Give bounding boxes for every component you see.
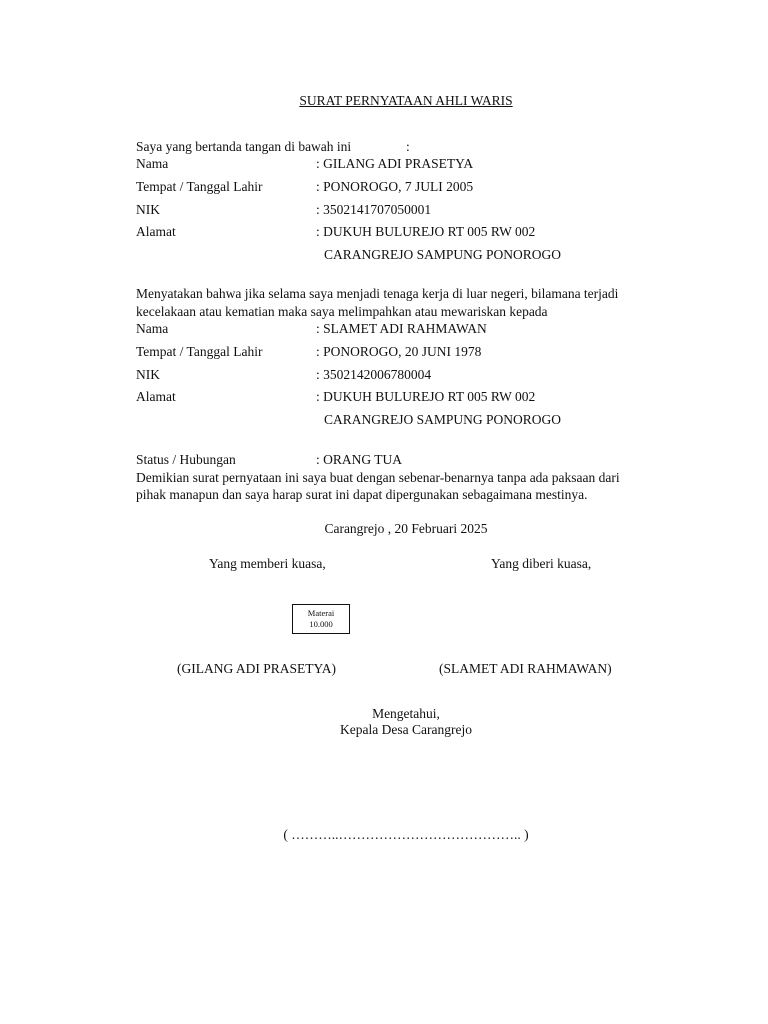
- label-alamat-2: Alamat: [136, 389, 176, 404]
- value-status: : ORANG TUA: [316, 452, 403, 467]
- statement-line-1: Menyatakan bahwa jika selama saya menjadi tenaga kerja di luar negeri, bilamana terjadi: [136, 286, 619, 301]
- closing-line-1: Demikian surat pernyataan ini saya buat dengan sebenar-benarnya tanpa ada paksaan dari: [136, 470, 620, 485]
- value-nik-2: : 3502142006780004: [316, 367, 432, 382]
- value-ttl-1: : PONOROGO, 7 JULI 2005: [316, 179, 474, 194]
- closing-line-2: pihak manapun dan saya harap surat ini dapat dipergunakan sebagaimana mestinya.: [136, 487, 588, 502]
- value-alamat-1-line2: CARANGREJO SAMPUNG PONOROGO: [324, 247, 562, 262]
- label-ttl-1: Tempat / Tanggal Lahir: [136, 179, 263, 194]
- value-alamat-2-line2: CARANGREJO SAMPUNG PONOROGO: [324, 412, 562, 427]
- value-alamat-1-line1: : DUKUH BULUREJO RT 005 RW 002: [316, 224, 536, 239]
- acknowledge-label: Mengetahui,: [372, 706, 440, 721]
- label-status: Status / Hubungan: [136, 452, 236, 467]
- label-ttl-2: Tempat / Tanggal Lahir: [136, 344, 263, 359]
- value-nik-1: : 3502141707050001: [316, 202, 432, 217]
- receiver-name: (SLAMET ADI RAHMAWAN): [439, 661, 612, 676]
- value-nama-1: : GILANG ADI PRASETYA: [316, 156, 474, 171]
- materai-label: Materai: [307, 608, 335, 618]
- document-title: SURAT PERNYATAAN AHLI WARIS: [299, 93, 513, 108]
- label-nik-1: NIK: [136, 202, 160, 217]
- materai-stamp-box: [292, 604, 350, 634]
- value-ttl-2: : PONOROGO, 20 JUNI 1978: [316, 344, 482, 359]
- label-nik-2: NIK: [136, 367, 160, 382]
- place-date: Carangrejo , 20 Februari 2025: [324, 521, 488, 536]
- giver-name: (GILANG ADI PRASETYA): [177, 661, 336, 676]
- label-alamat-1: Alamat: [136, 224, 176, 239]
- value-alamat-2-line1: : DUKUH BULUREJO RT 005 RW 002: [316, 389, 536, 404]
- intro-text: Saya yang bertanda tangan di bawah ini: [136, 139, 352, 154]
- receiver-label: Yang diberi kuasa,: [491, 556, 592, 571]
- materai-value: 10.000: [309, 619, 333, 629]
- label-nama-2: Nama: [136, 321, 169, 336]
- label-nama-1: Nama: [136, 156, 169, 171]
- village-head-signature-blank: ( ………..………………………………….. ): [283, 827, 529, 842]
- statement-line-2: kecelakaan atau kematian maka saya melimpahkan atau mewariskan kepada: [136, 304, 548, 319]
- giver-label: Yang memberi kuasa,: [209, 556, 326, 571]
- intro-colon: :: [406, 139, 410, 154]
- value-nama-2: : SLAMET ADI RAHMAWAN: [316, 321, 487, 336]
- village-head-title: Kepala Desa Carangrejo: [340, 722, 472, 737]
